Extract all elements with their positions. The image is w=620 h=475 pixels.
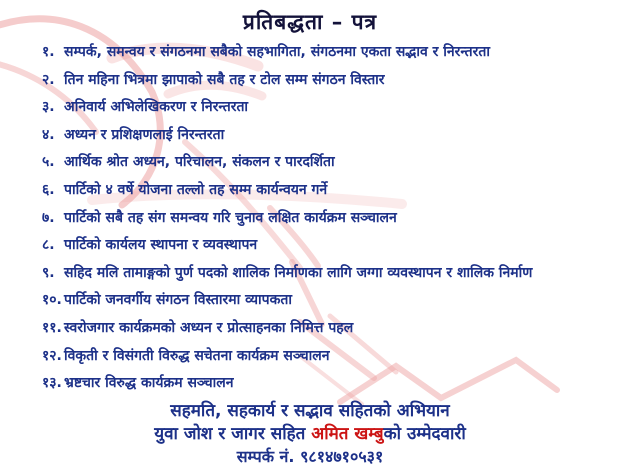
commitment-list	[42, 42, 610, 401]
footer-slogan-line1: सहमति, सहकार्य र सद्भाव सहितको अभियान	[170, 401, 450, 421]
list-item	[42, 125, 610, 153]
item-text: विकृती र विसंगती विरुद्ध सचेतना कार्यक्रम सञ्चालन	[64, 347, 330, 364]
item-text: आर्थिक श्रोत अध्यन, परिचालन, संकलन र पारदर्शिता	[64, 154, 335, 171]
item-text: अध्यन र प्रशिक्षणलाई निरन्तरता	[64, 126, 225, 143]
item-text: पार्टिको सबै तह संग समन्वय गरि चुनाव लक्षित कार्यक्रम सञ्चालन	[64, 209, 397, 226]
item-number: १.	[42, 44, 55, 60]
list-item	[42, 373, 610, 401]
item-number: १३.	[42, 375, 62, 392]
item-number: ४.	[42, 126, 55, 143]
item-number: ६.	[42, 181, 55, 198]
list-item	[42, 263, 610, 291]
item-number: ९.	[42, 264, 55, 281]
footer-slogan-line2	[0, 423, 620, 446]
item-text: स्वरोजगार कार्यक्रमको अध्यन र प्रोत्साहनका निमित्त पहल	[64, 319, 354, 336]
item-text: पार्टिको ४ वर्षे योजना तल्लो तह सम्म कार्यन्वयन गर्ने	[64, 181, 328, 198]
page-title: प्रतिबद्धता – पत्र	[242, 10, 378, 34]
list-item	[42, 318, 610, 346]
item-text: तिन महिना भित्रमा झापाको सबै तह र टोल सम्म संगठन विस्तार	[64, 71, 385, 88]
item-text: सम्पर्क, समन्वय र संगठनमा सबैको सहभागिता, संगठनमा एकता सद्भाव र निरन्तरता	[64, 44, 490, 60]
item-number: ८.	[42, 237, 55, 254]
item-number: २.	[42, 71, 55, 88]
list-item	[42, 208, 610, 236]
footer-line2-prefix: युवा जोश र जागर सहित	[154, 424, 312, 444]
list-item	[42, 346, 610, 374]
item-text: अनिवार्य अभिलेखिकरण र निरन्तरता	[64, 99, 249, 116]
item-number: १०.	[42, 292, 62, 309]
item-text: पार्टिको कार्यलय स्थापना र व्यवस्थापन	[64, 237, 258, 254]
list-item	[42, 152, 610, 180]
list-item	[42, 42, 610, 70]
list-item	[42, 97, 610, 125]
contact-number: सम्पर्क नं. ९८१४७१०५३१	[236, 447, 384, 466]
item-number: ५.	[42, 154, 55, 171]
list-item	[42, 290, 610, 318]
item-text: सहिद मलि तामाङ्गको पुर्ण पदको शालिक निर्माणका लागि जग्गा व्यवस्थापन र शालिक निर्माण	[64, 264, 533, 281]
candidate-name: अमित खम्बु	[311, 424, 384, 444]
footer-line2-suffix: को उम्मेदवारी	[383, 424, 466, 444]
footer	[0, 400, 620, 468]
item-number: ३.	[42, 99, 55, 116]
item-number: ७.	[42, 209, 55, 226]
list-item	[42, 235, 610, 263]
item-text: पार्टिको जनवर्गीय संगठन विस्तारमा व्यापकता	[64, 292, 292, 309]
list-item	[42, 180, 610, 208]
list-item	[42, 70, 610, 98]
item-text: भ्रष्टचार विरुद्ध कार्यक्रम सञ्चालन	[64, 375, 234, 392]
item-number: ११.	[42, 319, 62, 336]
item-number: १२.	[42, 347, 62, 364]
